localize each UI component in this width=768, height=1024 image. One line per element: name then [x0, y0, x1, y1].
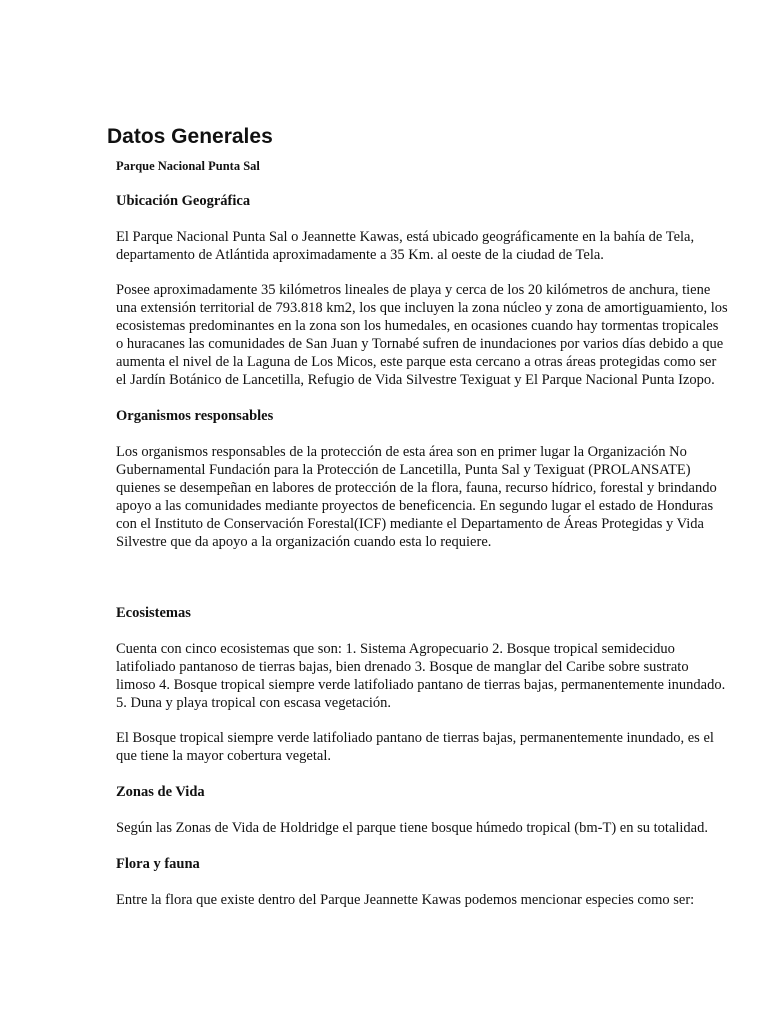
text-line: con el Instituto de Conservación Forestal(ICF) mediante el Departamento de Áreas Protegidas y Vida: [116, 516, 704, 532]
text-line: Según las Zonas de Vida de Holdridge el parque tiene bosque húmedo tropical (bm-T) en su totalidad.: [116, 820, 708, 836]
text-line: El Parque Nacional Punta Sal o Jeannette Kawas, está ubicado geográficamente en la bahía de Tela,: [116, 229, 695, 245]
text-line: Cuenta con cinco ecosistemas que son: 1. Sistema Agropecuario 2. Bosque tropical semideciduo: [116, 641, 675, 657]
text-line: limoso 4. Bosque tropical siempre verde latifoliado pantano de tierras bajas, permanentemente inundado.: [116, 677, 726, 693]
page-title: Datos Generales: [107, 125, 273, 148]
text-line: Posee aproximadamente 35 kilómetros lineales de playa y cerca de los 20 kilómetros de anchura, tiene: [116, 282, 711, 298]
text-line: Gubernamental Fundación para la Protección de Lancetilla, Punta Sal y Texiguat (PROLANSATE): [116, 462, 691, 478]
paragraph-flora-y-fauna: [116, 891, 756, 909]
text-line: ecosistemas predominantes en la zona son los humedales, en ocasiones cuando hay tormentas tropicales: [116, 318, 719, 334]
paragraph-ecosistemas-1: [116, 640, 756, 712]
heading-flora-y-fauna: Flora y fauna: [116, 856, 200, 872]
text-line: una extensión territorial de 793.818 km2, los que incluyen la zona núcleo y zona de amortiguamiento, los: [116, 300, 728, 316]
text-line: quienes se desempeñan en labores de protección de la flora, fauna, recurso hídrico, forestal y brindando: [116, 480, 717, 496]
paragraph-organismos: [116, 443, 756, 551]
document-subtitle: Parque Nacional Punta Sal: [116, 159, 260, 173]
paragraph-zonas-de-vida: [116, 819, 756, 837]
text-line: Silvestre que da apoyo a la organización cuando esta lo requiere.: [116, 534, 492, 550]
heading-zonas-de-vida: Zonas de Vida: [116, 784, 205, 800]
text-line: El Bosque tropical siempre verde latifoliado pantano de tierras bajas, permanentemente inundado, es el: [116, 730, 714, 746]
text-line: Entre la flora que existe dentro del Parque Jeannette Kawas podemos mencionar especies como ser:: [116, 892, 695, 908]
heading-organismos: Organismos responsables: [116, 408, 274, 424]
heading-ubicacion: Ubicación Geográfica: [116, 193, 251, 209]
text-line: 5. Duna y playa tropical con escasa vegetación.: [116, 695, 391, 711]
text-line: apoyo a las comunidades mediante proyectos de beneficencia. En segundo lugar el estado de Honduras: [116, 498, 714, 514]
heading-ecosistemas: Ecosistemas: [116, 605, 191, 621]
text-line: aumenta el nivel de la Laguna de Los Micos, este parque esta cercano a otras áreas protegidas como ser: [116, 354, 717, 370]
paragraph-ubicacion-1: [116, 228, 756, 264]
text-line: que tiene la mayor cobertura vegetal.: [116, 748, 331, 764]
text-line: o huracanes las comunidades de San Juan y Tornabé sufren de inundaciones por varios días debido a que: [116, 336, 724, 352]
text-line: departamento de Atlántida aproximadamente a 35 Km. al oeste de la ciudad de Tela.: [116, 247, 604, 263]
paragraph-ecosistemas-2: [116, 729, 756, 765]
text-line: Los organismos responsables de la protección de esta área son en primer lugar la Organización No: [116, 444, 687, 460]
paragraph-ubicacion-2: [116, 281, 756, 389]
text-line: el Jardín Botánico de Lancetilla, Refugio de Vida Silvestre Texiguat y El Parque Nacional Punta Izopo.: [116, 372, 715, 388]
text-line: latifoliado pantanoso de tierras bajas, bien drenado 3. Bosque de manglar del Caribe sobre sustrato: [116, 659, 689, 675]
